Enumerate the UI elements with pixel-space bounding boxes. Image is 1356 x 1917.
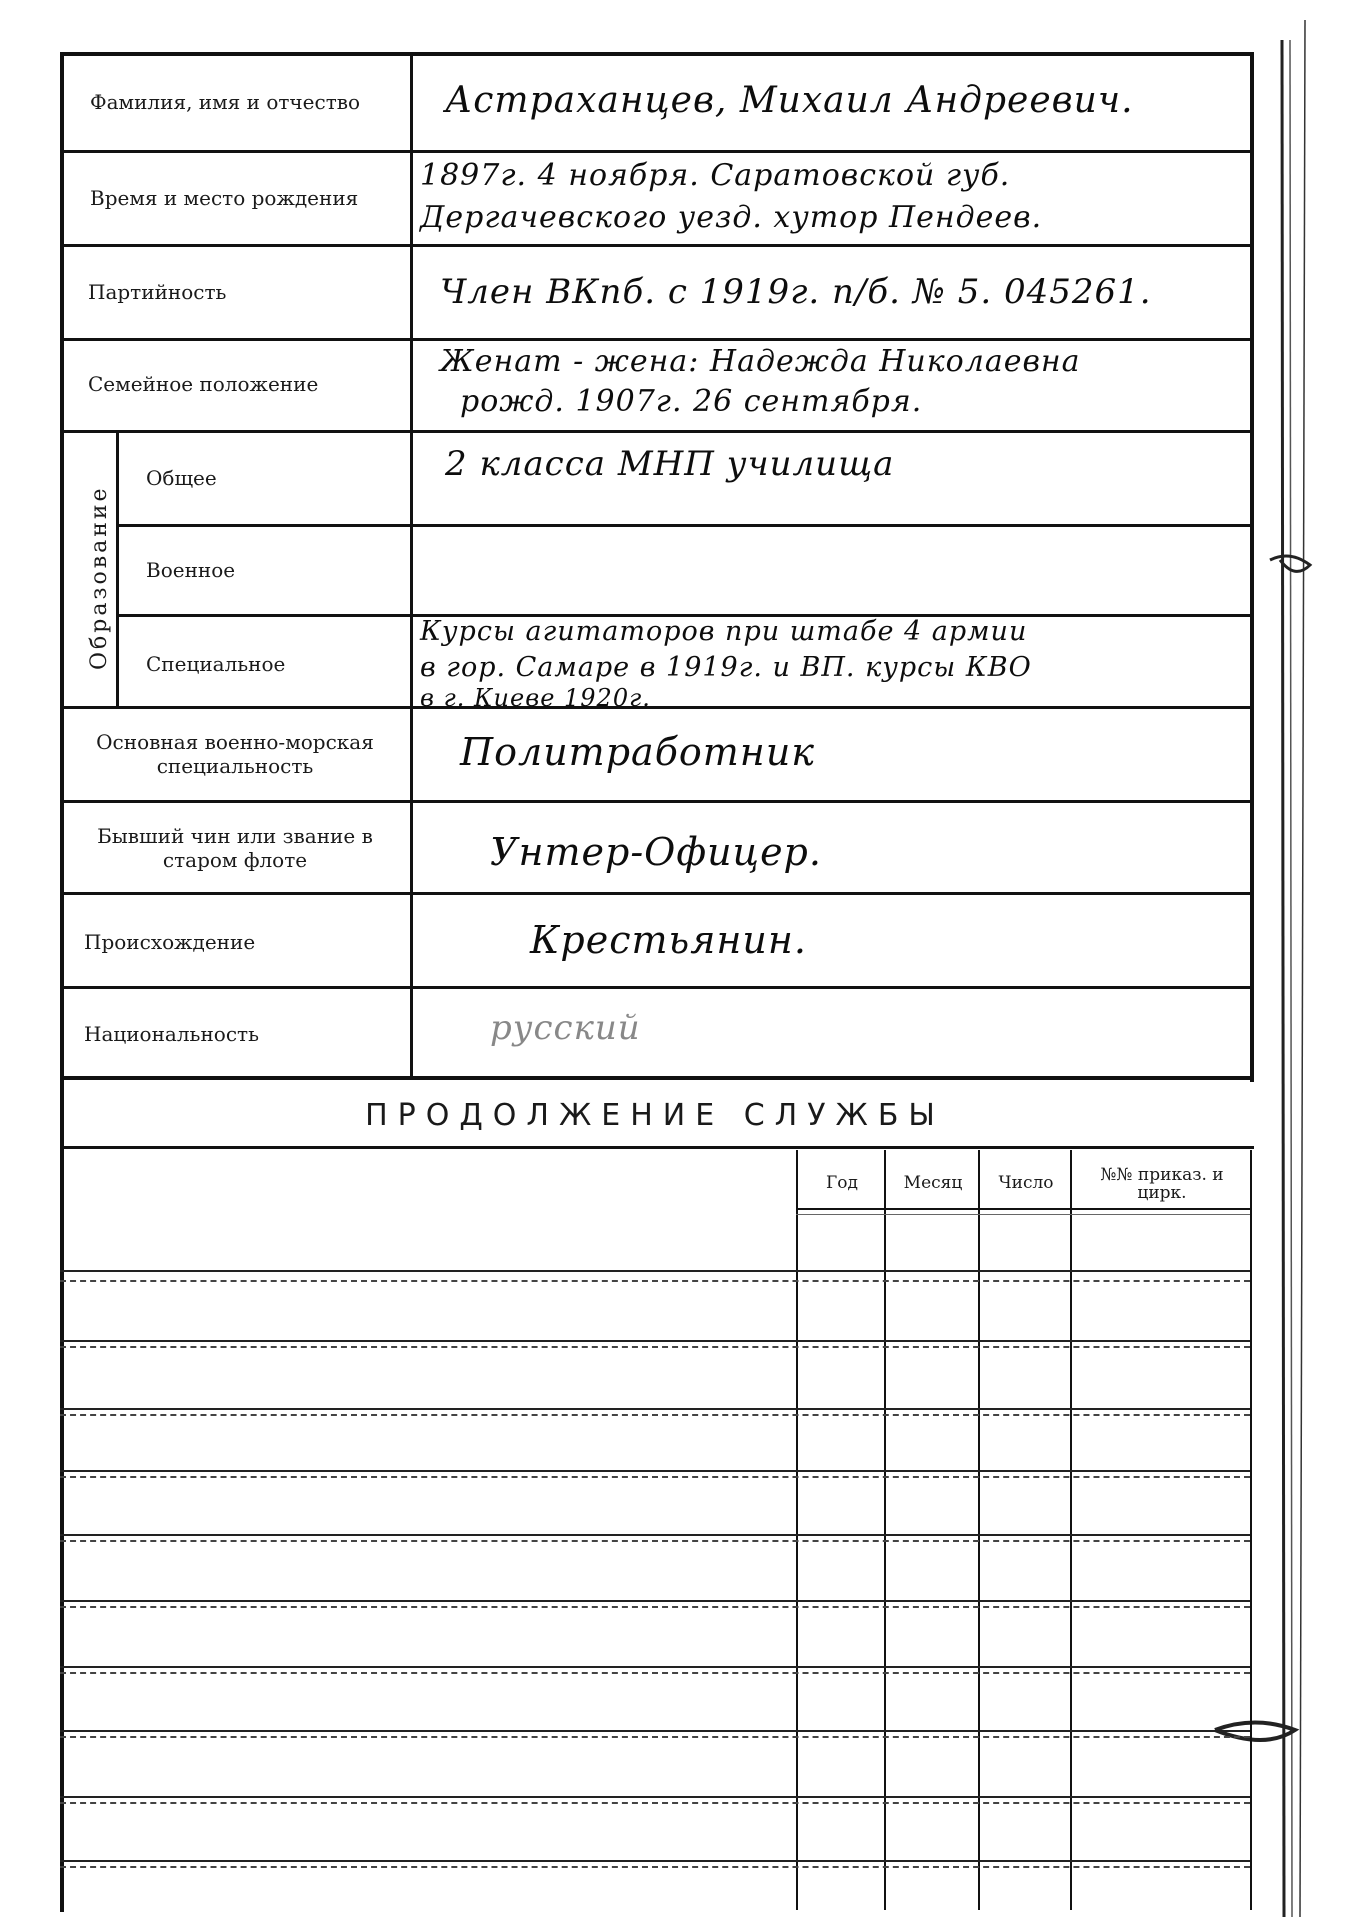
- service-row-line: [60, 1408, 1250, 1410]
- value-family-line-2: рожд. 1907г. 26 сентября.: [460, 384, 923, 419]
- value-education-general: 2 класса МНП училища: [445, 444, 895, 484]
- label-nationality: Национальность: [84, 1022, 259, 1046]
- value-family-line-1: Женат - жена: Надежда Николаевна: [440, 344, 1081, 379]
- service-row-line: [60, 1730, 1250, 1732]
- education-group-text: Образование: [87, 485, 112, 670]
- value-special-line-3: в г. Киеве 1920г.: [420, 684, 651, 712]
- label-naval-speciality-line-2: специальность: [156, 754, 314, 778]
- service-row-guide: [60, 1414, 1250, 1416]
- value-birth-line-2: Дергачевского уезд. хутор Пендеев.: [420, 200, 1043, 235]
- service-row-guide: [60, 1476, 1250, 1478]
- value-birth-line-1: 1897г. 4 ноября. Саратовской губ.: [420, 158, 1011, 193]
- service-row-guide: [60, 1736, 1250, 1738]
- label-former-rank-line-1: Бывший чин или звание в: [97, 824, 373, 848]
- value-naval-speciality: Политработник: [460, 730, 815, 774]
- service-section-title: ПРОДОЛЖЕНИЕ СЛУЖБЫ: [365, 1098, 945, 1133]
- service-row-line: [60, 1796, 1250, 1798]
- label-origin: Происхождение: [84, 930, 256, 954]
- service-row-guide: [60, 1802, 1250, 1804]
- service-row-line: [60, 1666, 1250, 1668]
- col-header-year: Год: [826, 1173, 858, 1193]
- value-origin: Крестьянин.: [530, 918, 807, 962]
- label-full-name: Фамилия, имя и отчество: [90, 90, 361, 114]
- value-party: Член ВКпб. с 1919г. п/б. № 5. 045261.: [440, 272, 1152, 312]
- col-header-day: Число: [998, 1173, 1054, 1193]
- value-former-rank: Унтер-Офицер.: [490, 830, 822, 874]
- label-education-general: Общее: [146, 466, 217, 490]
- service-row-line: [60, 1470, 1250, 1472]
- service-row-guide: [60, 1540, 1250, 1542]
- service-row-guide: [60, 1672, 1250, 1674]
- service-row-guide: [60, 1346, 1250, 1348]
- label-education-military: Военное: [146, 558, 236, 582]
- label-naval-speciality: [70, 730, 400, 778]
- service-row-guide: [60, 1280, 1250, 1282]
- label-family-status: Семейное положение: [88, 372, 319, 396]
- label-party: Партийность: [88, 280, 227, 304]
- label-former-rank: [70, 824, 400, 872]
- service-row-line: [60, 1270, 1250, 1272]
- service-row-line: [60, 1534, 1250, 1536]
- value-special-line-1: Курсы агитаторов при штабе 4 армии: [420, 616, 1028, 647]
- value-nationality: русский: [490, 1008, 641, 1048]
- service-row-guide: [60, 1866, 1250, 1868]
- label-naval-speciality-line-1: Основная военно-морская: [96, 730, 374, 754]
- label-former-rank-line-2: старом флоте: [162, 848, 308, 872]
- service-row-line: [60, 1340, 1250, 1342]
- service-row-line: [60, 1600, 1250, 1602]
- label-birth-date-place: Время и место рождения: [90, 186, 359, 210]
- value-full-name: Астраханцев, Михаил Андреевич.: [445, 80, 1134, 121]
- col-header-month: Месяц: [903, 1173, 963, 1193]
- label-education-special: Специальное: [146, 652, 286, 676]
- col-header-orders: №№ приказ. и цирк.: [1100, 1165, 1224, 1203]
- service-row-guide: [60, 1606, 1250, 1608]
- service-row-line: [60, 1860, 1250, 1862]
- value-special-line-2: в гор. Самаре в 1919г. и ВП. курсы КВО: [420, 652, 1032, 683]
